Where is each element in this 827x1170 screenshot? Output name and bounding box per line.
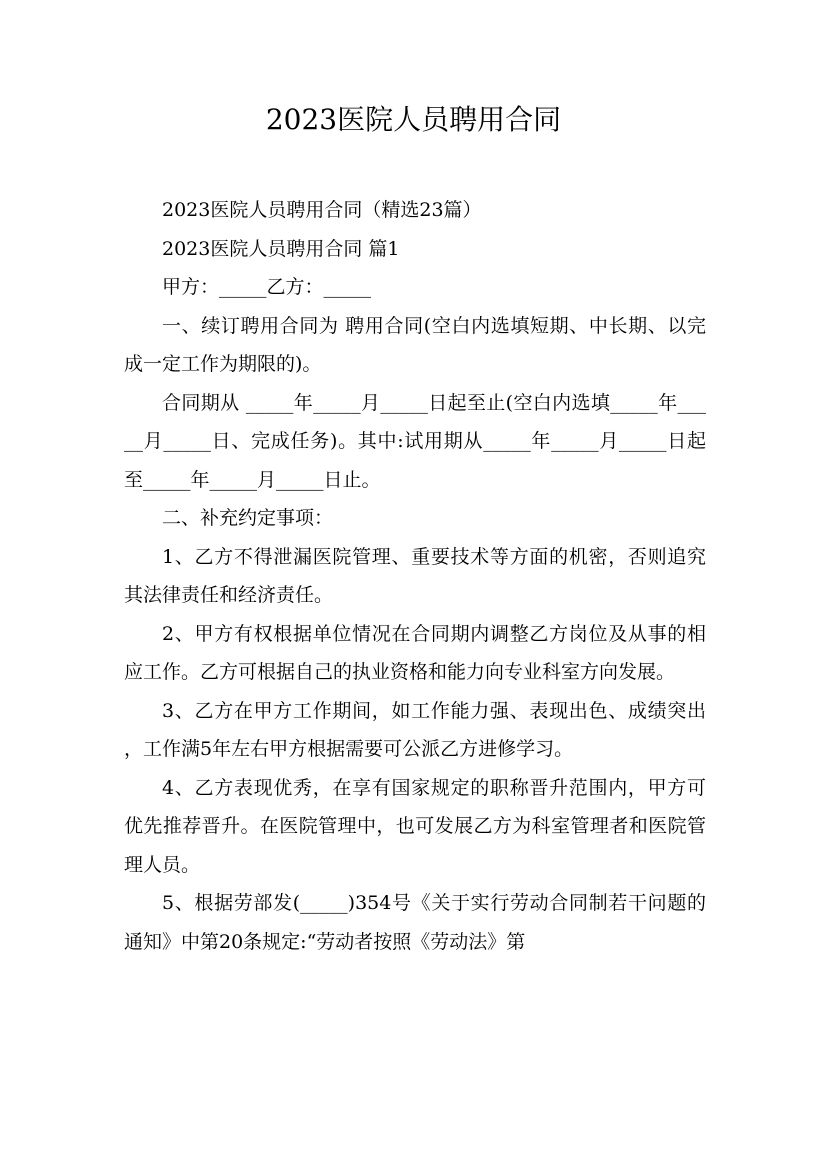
paragraph-clause-2-heading: 二、补充约定事项： [162, 507, 334, 529]
paragraph-subtitle: 2023医院人员聘用合同（精选23篇） [162, 199, 482, 221]
document-title: 2023医院人员聘用合同 [265, 103, 562, 136]
document-body [124, 191, 706, 961]
paragraph-parties: 甲方：_____乙方：_____ [162, 276, 372, 298]
paragraph-item-4: 4、乙方表现优秀，在享有国家规定的职称晋升范围内，甲方可优先推荐晋升。在医院管理中，也可发展乙方为科室管理者和医院管理人员。 [124, 776, 706, 876]
paragraph-item-3: 3、乙方在甲方工作期间，如工作能力强、表现出色、成绩突出，工作满5年左右甲方根据需要可公派乙方进修学习。 [124, 699, 706, 760]
paragraph-item-1: 1、乙方不得泄漏医院管理、重要技术等方面的机密，否则追究其法律责任和经济责任。 [124, 545, 706, 606]
paragraph-item-5: 5、根据劳部发(_____)354号《关于实行劳动合同制若干问题的通知》中第20条规定:“劳动者按照《劳动法》第 [124, 892, 706, 953]
paragraph-contract-period: 合同期从 _____年_____月_____日起至止(空白内选填_____年_____月_____日、完成任务)。其中:试用期从_____年_____月_____日起至_____年_____月_____日止。 [124, 391, 706, 491]
paragraph-clause-1: 一、续订聘用合同为 聘用合同(空白内选填短期、中长期、以完成一定工作为期限的)。 [124, 314, 706, 375]
paragraph-item-2: 2、甲方有权根据单位情况在合同期内调整乙方岗位及从事的相应工作。乙方可根据自己的执业资格和能力向专业科室方向发展。 [124, 622, 706, 683]
paragraph-section-heading: 2023医院人员聘用合同 篇1 [162, 237, 400, 260]
